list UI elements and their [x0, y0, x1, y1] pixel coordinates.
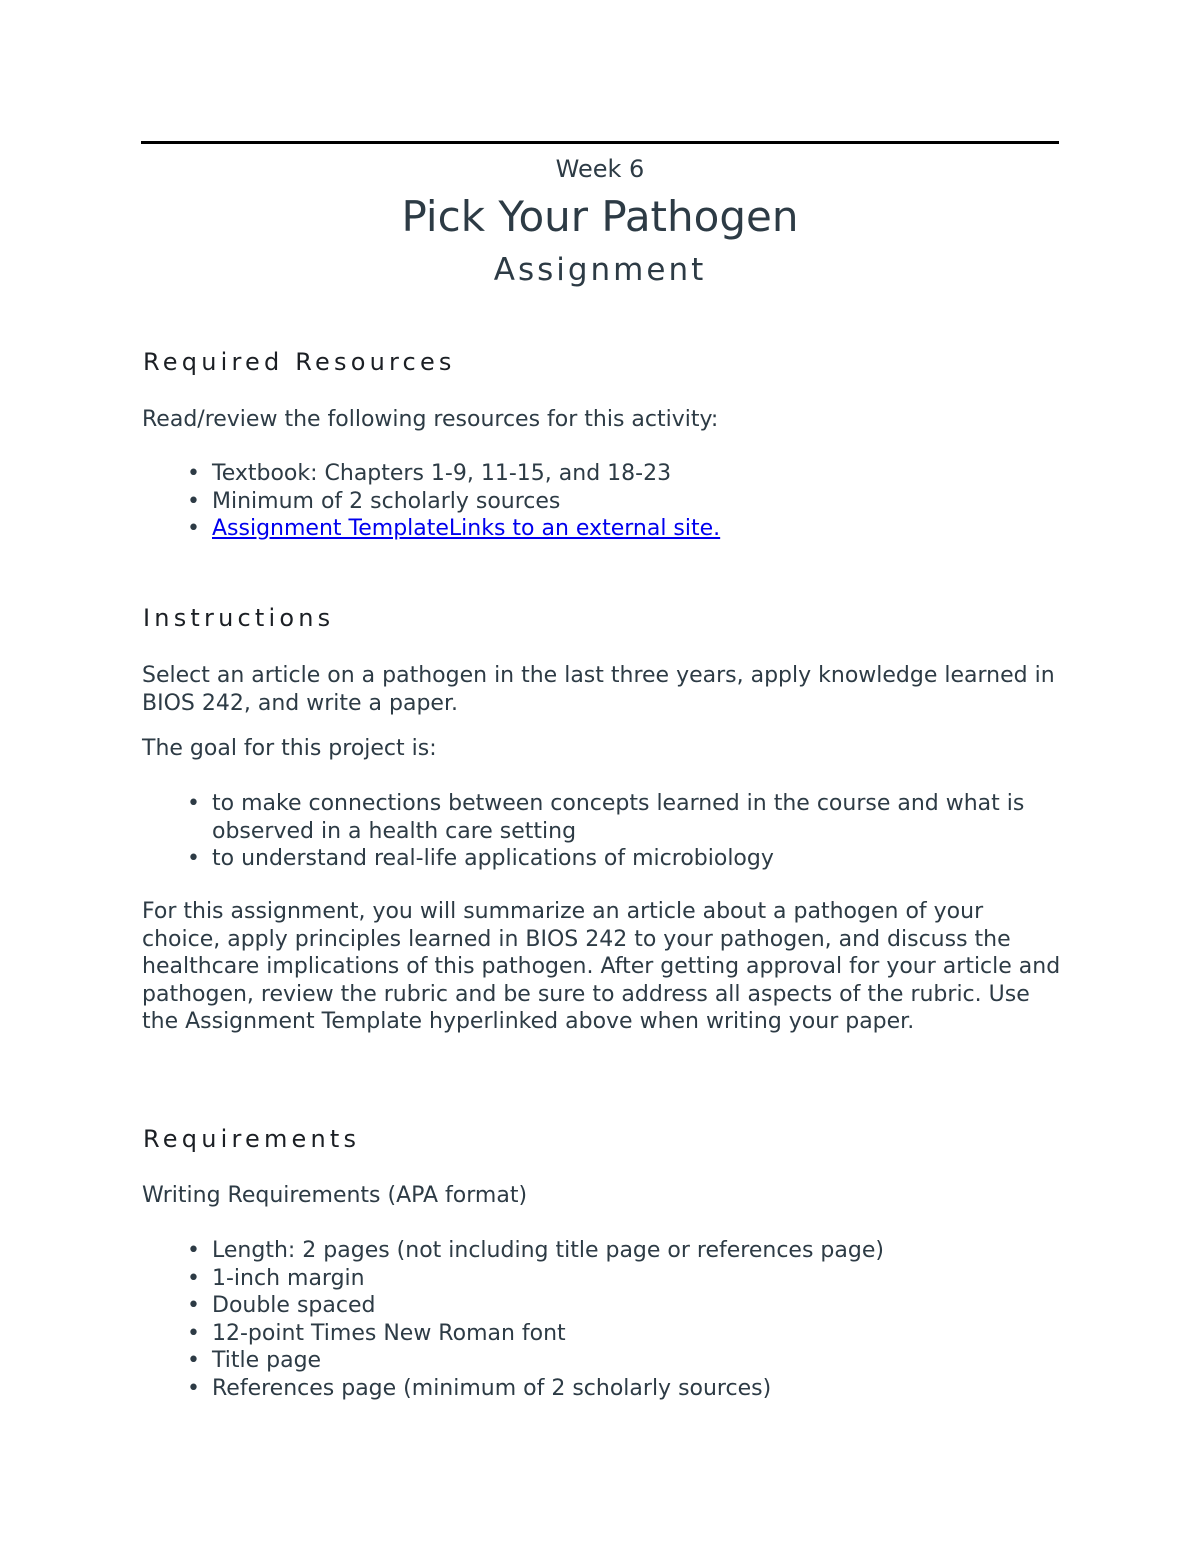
bullet: • — [187, 1265, 200, 1291]
list-item — [142, 515, 1062, 543]
bullet: • — [187, 1293, 200, 1318]
bullet: • — [187, 1238, 200, 1263]
bullet: • — [187, 1320, 200, 1346]
page-subtitle: Assignment — [493, 252, 707, 288]
list-item: • 12-point Times New Roman font — [187, 1320, 566, 1346]
bullet: • — [187, 461, 200, 486]
list-item: • Title page — [187, 1348, 322, 1373]
resources-list — [142, 460, 1062, 543]
requirements-intro: Writing Requirements (APA format) — [142, 1183, 528, 1208]
assignment-description: For this assignment, you will summarize an article about a pathogen of your choice, apply principles learned in BIOS 242 to your pathogen, and discuss the healthcare implications of this pathogen. After getting approval for your article and pathogen, review the rubric and be sure to address all aspects of the rubric. Use the Assignment Template hyperlinked above when writing your paper. — [142, 899, 1061, 1034]
week-label: Week 6 — [555, 155, 645, 183]
requirements-heading: Requirements — [143, 1125, 361, 1153]
page-title: Pick Your Pathogen — [401, 192, 799, 241]
list-item: • Minimum of 2 scholarly sources — [187, 488, 561, 514]
resources-intro: Read/review the following resources for this activity: — [142, 407, 719, 432]
goal-intro: The goal for this project is: — [142, 736, 437, 761]
bullet: • — [187, 791, 200, 816]
list-item: • to understand real-life applications of microbiology — [187, 846, 774, 871]
requirements-list — [142, 1237, 1062, 1402]
list-item: • 1-inch margin — [187, 1265, 365, 1291]
top-rule — [141, 141, 1059, 144]
list-item: • to make connections between concepts learned in the course and what is observed in a health care setting — [187, 791, 1025, 844]
required-resources-heading: Required Resources — [143, 348, 456, 376]
list-item: • Textbook: Chapters 1-9, 11-15, and 18-23 — [187, 461, 672, 486]
bullet: • — [187, 1348, 200, 1373]
bullet: • — [187, 488, 200, 514]
list-item: • Double spaced — [187, 1293, 376, 1318]
assignment-template-link[interactable]: Assignment TemplateLinks to an external site. — [212, 516, 721, 541]
list-item: • Length: 2 pages (not including title page or references page) — [187, 1238, 884, 1263]
instructions-heading: Instructions — [143, 604, 335, 632]
bullet: • — [187, 846, 200, 871]
bullet: • — [187, 516, 200, 541]
instructions-paragraph: Select an article on a pathogen in the last three years, apply knowledge learned in BIOS 242, and write a paper. — [142, 663, 1055, 716]
list-item: • References page (minimum of 2 scholarly sources) — [187, 1375, 772, 1401]
goals-list — [142, 790, 1062, 873]
bullet: • — [187, 1375, 200, 1401]
